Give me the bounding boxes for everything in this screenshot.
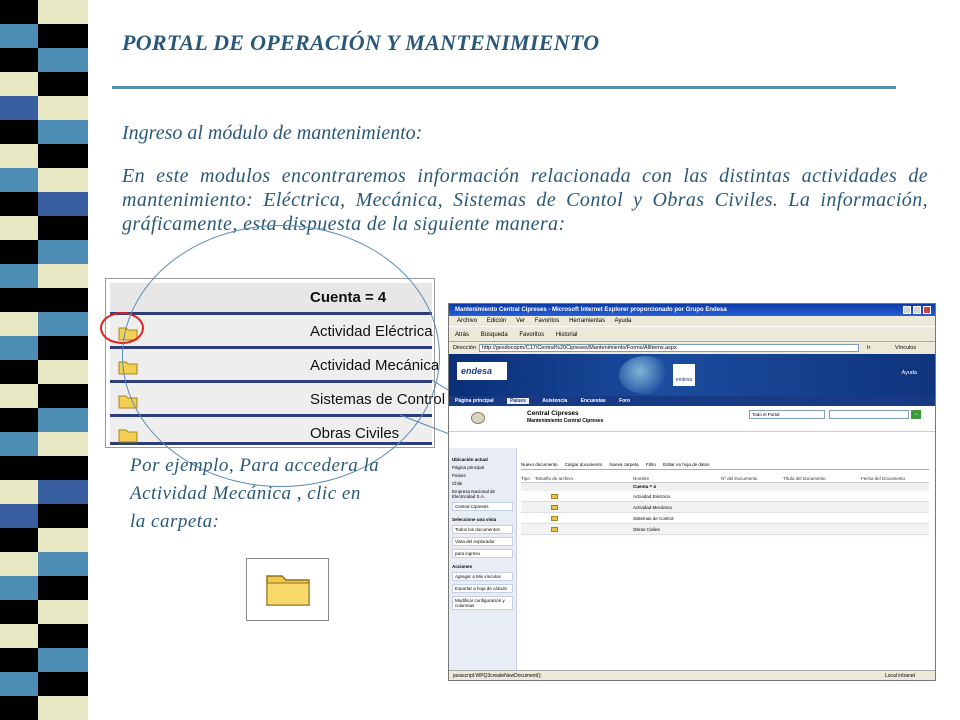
location-link[interactable]: Países <box>452 473 466 478</box>
location-link[interactable]: Chile <box>452 481 463 486</box>
site-subtitle: Mantenimiento Central Cipreses <box>527 418 604 424</box>
actions-heading: Acciones <box>452 564 473 569</box>
slide-title: PORTAL DE OPERACIÓN Y MANTENIMIENTO <box>122 30 600 55</box>
favorites-button[interactable]: Favoritos <box>519 332 545 338</box>
row-name[interactable]: Actividad Mecánica <box>633 505 672 510</box>
table-row[interactable] <box>521 513 929 524</box>
site-icon <box>471 412 485 424</box>
new-document-button[interactable]: Nuevo documento <box>521 462 558 467</box>
site-banner <box>449 354 935 396</box>
menu-archivo[interactable]: Archivo <box>457 318 478 324</box>
nav-home[interactable]: Página principal <box>455 398 494 404</box>
library-toolbar <box>521 460 929 470</box>
count-label: Cuenta = 4 <box>310 289 387 306</box>
browser-toolbar <box>449 326 935 342</box>
search-go-icon[interactable]: → <box>913 411 919 417</box>
new-folder-button[interactable]: Nueva carpeta <box>609 462 639 467</box>
history-button[interactable]: Historial <box>555 332 578 338</box>
column-header[interactable]: Nº del Documento <box>721 476 758 481</box>
column-header[interactable]: Fecha del Documento <box>861 476 906 481</box>
view-option[interactable]: Vista del explorador <box>452 537 513 546</box>
location-heading: Ubicación actual <box>452 457 488 462</box>
address-input[interactable]: http://gesdocopm/C17/Central%20Cipreses/Mantenimiento/Forms/AllItems.aspx <box>479 344 859 352</box>
back-button[interactable]: Atrás <box>455 332 470 338</box>
menu-bar <box>449 316 935 326</box>
nav-encuestas[interactable]: Encuestas <box>580 398 606 404</box>
close-icon[interactable] <box>923 306 931 314</box>
column-headers <box>521 474 929 483</box>
action-link[interactable]: Agregar a Mis vínculos <box>452 572 513 581</box>
count-label: Cuenta = 4 <box>633 484 656 489</box>
endesa-logo-small: endesa <box>673 364 695 386</box>
menu-ver[interactable]: Ver <box>516 318 526 324</box>
row-label: Obras Civiles <box>310 425 400 442</box>
column-header[interactable]: Tamaño de archivo <box>535 476 574 481</box>
current-location: Central Cipreses <box>452 502 513 511</box>
help-link[interactable]: Ayuda <box>901 370 917 376</box>
folder-icon[interactable] <box>551 505 558 510</box>
browser-screenshot <box>448 303 936 681</box>
zone-text: Local intranet <box>884 673 915 679</box>
search-input[interactable] <box>829 410 909 419</box>
folder-icon[interactable] <box>551 494 558 499</box>
site-header <box>449 406 935 432</box>
row-name[interactable]: Sistemas de Control <box>633 516 674 521</box>
site-title: Central Cipreses <box>527 410 579 417</box>
column-header[interactable]: Nombre <box>633 476 650 481</box>
table-row[interactable] <box>521 524 929 535</box>
table-row[interactable] <box>521 502 929 513</box>
view-heading: Seleccione una vista <box>452 517 497 522</box>
minimize-icon[interactable] <box>903 306 911 314</box>
action-link[interactable]: Exportar a hoja de cálculo <box>452 584 513 593</box>
search-scope-select[interactable]: Todo el Portal <box>749 410 825 419</box>
status-bar <box>449 670 935 680</box>
view-option[interactable]: para ingreso <box>452 549 513 558</box>
view-option[interactable]: Todos los documentos <box>452 525 513 534</box>
maximize-icon[interactable] <box>913 306 921 314</box>
window-title-bar <box>449 304 935 316</box>
column-header[interactable]: Título del Documento <box>783 476 826 481</box>
nav-foro[interactable]: Foro <box>619 398 631 404</box>
column-header[interactable]: Tipo <box>521 476 530 481</box>
window-title: Mantenimiento Central Cipreses - Microsoft Internet Explorer proporcionado por Grupo Endesa <box>455 307 727 313</box>
slide-paragraph: En este modulos encontraremos información relacionada con las distintas actividades de mantenimiento: Eléctrica, Mecánica, Sistemas de Contol y Obras Civiles. La información, gráficamente, esta dispuesta de la siguiente manera: <box>122 165 928 235</box>
site-nav <box>449 396 935 406</box>
edit-datasheet-button[interactable]: Editar en hoja de datos <box>663 462 710 467</box>
row-name[interactable]: Obras Civiles <box>633 527 660 532</box>
menu-favoritos[interactable]: Favoritos <box>534 318 560 324</box>
upload-document-button[interactable]: Cargar documento <box>564 462 603 467</box>
nav-paises[interactable]: Países <box>507 398 529 404</box>
table-row[interactable] <box>521 491 929 502</box>
go-button[interactable]: Ir <box>867 345 871 351</box>
search-button[interactable]: Búsqueda <box>480 332 508 338</box>
address-bar <box>449 342 935 354</box>
left-navigation <box>449 448 517 670</box>
action-link[interactable]: Modificar configuración y columnas <box>452 596 513 610</box>
row-name[interactable]: Actividad Eléctrica <box>633 494 670 499</box>
menu-edicion[interactable]: Edición <box>486 318 507 324</box>
example-text: Por ejemplo, Para accedera la Actividad Mecánica , clic en la carpeta: <box>130 455 380 532</box>
menu-herramientas[interactable]: Herramientas <box>569 318 606 324</box>
links-button[interactable]: Vínculos <box>895 345 917 351</box>
row-label: Sistemas de Control <box>310 391 446 408</box>
endesa-logo: endesa <box>457 362 507 380</box>
menu-ayuda[interactable]: Ayuda <box>614 318 632 324</box>
count-row <box>521 483 929 491</box>
location-link[interactable]: Página principal <box>452 465 485 470</box>
folder-icon[interactable] <box>551 527 558 532</box>
document-library <box>521 460 929 535</box>
nav-asistencia[interactable]: Asistencia <box>542 398 568 404</box>
slide-subheading: Ingreso al módulo de mantenimiento: <box>122 122 423 144</box>
location-link[interactable]: Empresa Nacional de Electricidad S.A. <box>452 489 496 499</box>
status-text: javascript:WPQ3createNewDocument(); <box>453 673 542 679</box>
globe-icon <box>619 356 671 394</box>
folder-icon[interactable] <box>551 516 558 521</box>
address-label: Dirección <box>453 345 476 351</box>
row-label: Actividad Eléctrica <box>310 323 433 340</box>
row-label: Actividad Mecánica <box>310 357 440 374</box>
filter-button[interactable]: Filtro <box>645 462 656 467</box>
